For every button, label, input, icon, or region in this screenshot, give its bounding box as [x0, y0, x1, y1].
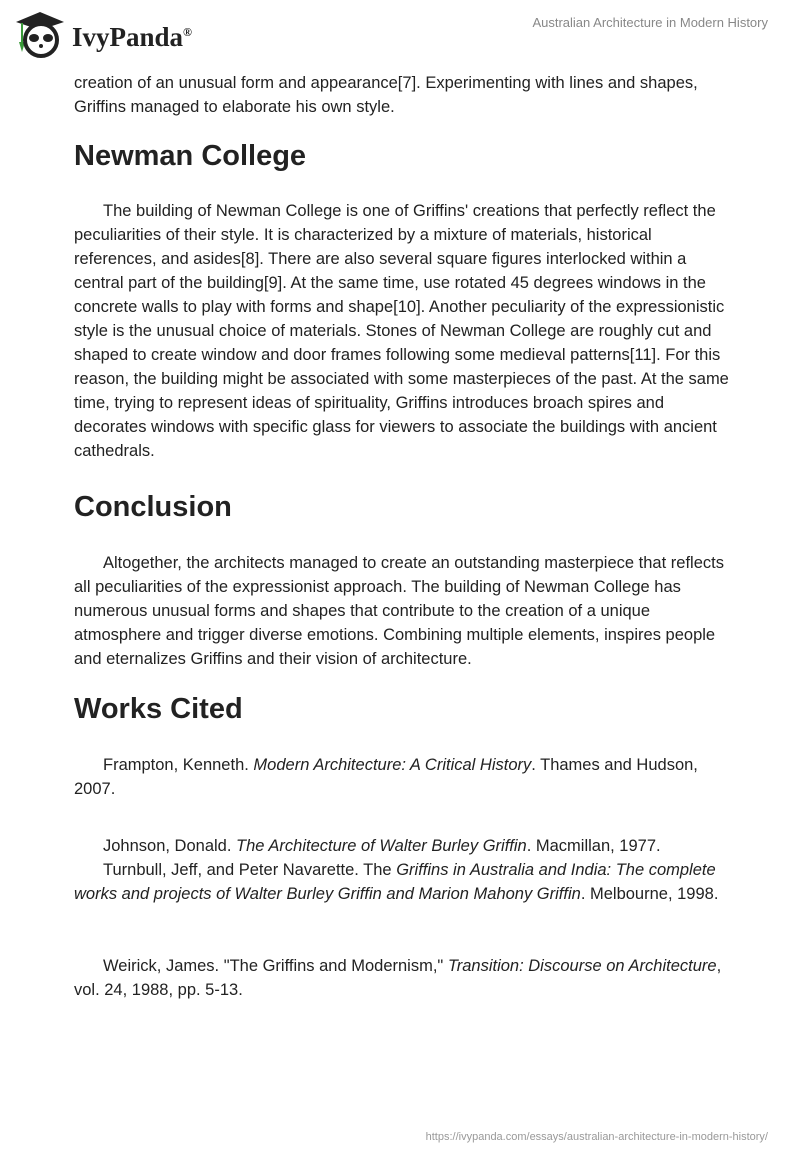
intro-paragraph: creation of an unusual form and appearance[7]. Experimenting with lines and shapes, Griffins managed to elaborate his own style.	[74, 74, 698, 116]
reference-item: Weirick, James. "The Griffins and Modernism," Transition: Discourse on Architecture, vol. 24, 1988, pp. 5-13.	[74, 957, 722, 999]
ivypanda-logo[interactable]	[14, 8, 192, 60]
panda-graduate-icon	[14, 8, 66, 60]
document-title: Australian Architecture in Modern History	[532, 15, 768, 30]
heading-newman-college: Newman College	[74, 140, 307, 172]
reference-item: Frampton, Kenneth. Modern Architecture: A Critical History. Thames and Hudson, 2007.	[74, 756, 698, 798]
logo-text: IvyPanda®	[72, 21, 193, 52]
reference-item: Johnson, Donald. The Architecture of Walter Burley Griffin. Macmillan, 1977.	[103, 837, 661, 855]
source-url-link[interactable]: https://ivypanda.com/essays/australian-architecture-in-modern-history/	[425, 1131, 768, 1143]
newman-college-paragraph: The building of Newman College is one of Griffins' creations that perfectly reflect the peculiarities of their style. It is characterized by a mixture of materials, historical references, and asides[8]. There are also several square figures interlocked within a central part of the building[9]. At the same time, use rotated 45 degrees windows in the concrete walls to play with forms and shape[10]. Another peculiarity of the expressionistic style is the unusual choice of materials. Stones of Newman College are roughly cut and shaped to create window and door frames following some medieval patterns[11]. For this reason, the building might be associated with some masterpieces of the past. At the same time, trying to represent ideas of spirituality, Griffins introduces broach spires and decorates windows with specific glass for viewers to associate the buildings with ancient cathedrals.	[74, 202, 729, 460]
heading-conclusion: Conclusion	[74, 491, 232, 523]
reference-item: Turnbull, Jeff, and Peter Navarette. The Griffins in Australia and India: The complete works and projects of Walter Burley Griffin and Marion Mahony Griffin. Melbourne, 1998.	[74, 861, 719, 903]
heading-works-cited: Works Cited	[74, 693, 243, 725]
conclusion-paragraph: Altogether, the architects managed to create an outstanding masterpiece that reflects all peculiarities of the expressionist approach. The building of Newman College has numerous unusual forms and shapes that contribute to the creation of a unique atmosphere and trigger diverse emotions. Combining multiple elements, inspires people and eternalizes Griffins and their vision of architecture.	[74, 554, 724, 668]
